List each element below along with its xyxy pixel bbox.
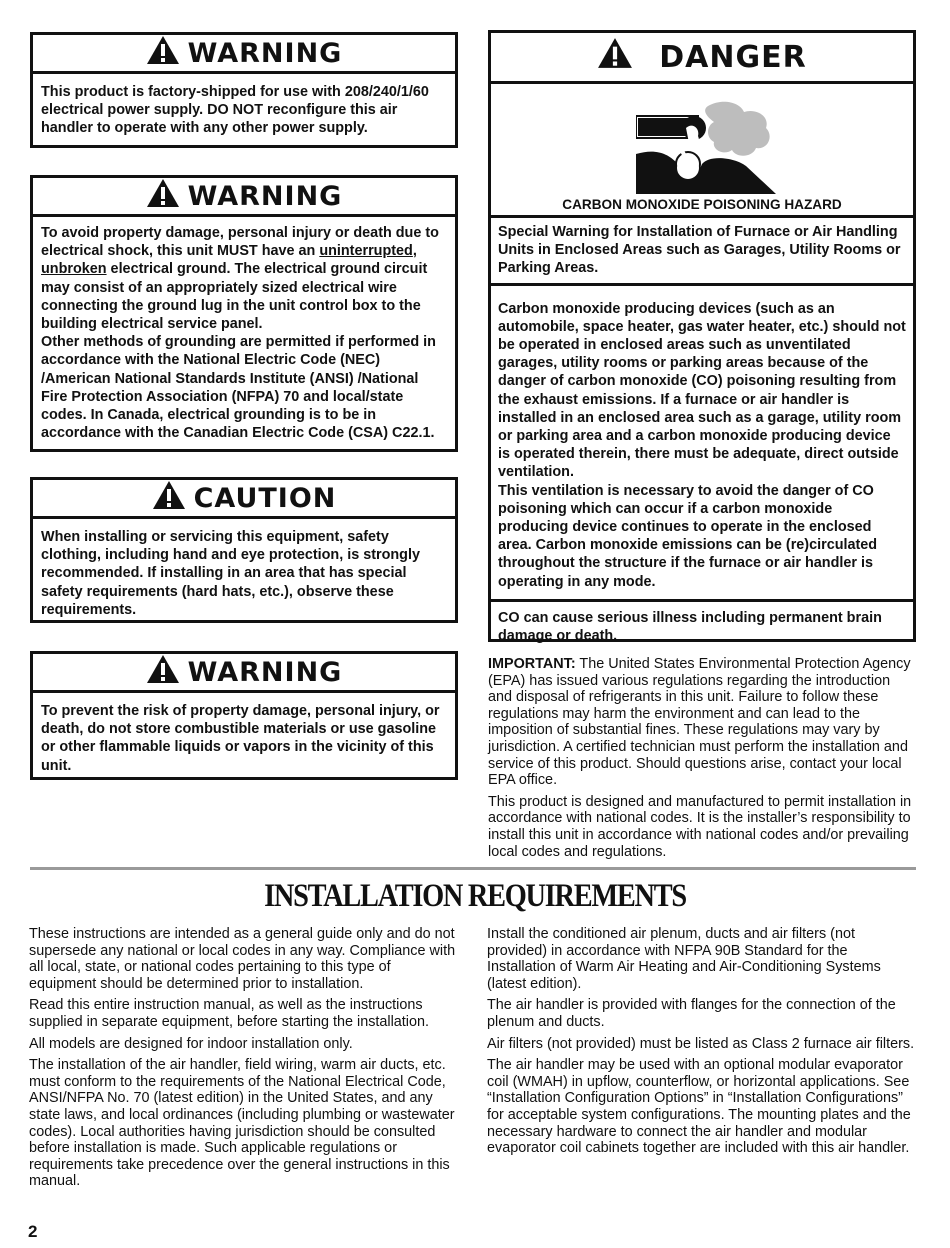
danger-paragraph: Carbon monoxide producing devices (such as an automobile, space heater, gas water heater, etc.) should not be operated in enclosed areas such as unventilated garages, utility rooms or parking areas because of the danger of carbon monoxide (CO) poisoning resulting from the exhaust emissions. If a furnace or air handler is installed in an enclosed area such as a garage, utility room or parking area and a carbon monoxide producing device is operated therein, there must be adequate, direct outside ventilation. (498, 300, 906, 481)
warning-label: WARNING (187, 656, 343, 688)
caution-text: When installing or servicing this equipment, safety clothing, including hand and eye protection, is strongly recommended. If installing in an area that has special safety requirements (hard hats, etc.), observe these requirements. (41, 529, 420, 618)
important-notice (488, 656, 916, 865)
right-column (487, 926, 915, 1162)
danger-header (491, 33, 913, 84)
warning-box-power-supply (30, 32, 458, 148)
warning-box-grounding (30, 175, 458, 452)
warning-text: To prevent the risk of property damage, personal injury, or death, do not store combustible materials or use gasoline or other flammable liquids or vapors in the vicinity of this unit. (41, 703, 440, 774)
hazard-caption: CARBON MONOXIDE POISONING HAZARD (562, 197, 842, 212)
warning-triangle-icon (146, 35, 180, 72)
text-segment: electrical ground. The electrical ground circuit may consist of an appropriately sized electrical wire connecting the ground lug in the unit control box to the building electrical service panel. (41, 261, 428, 333)
caution-label: CAUTION (193, 482, 337, 514)
warning-text (33, 217, 455, 448)
underlined-term: unbroken (41, 261, 107, 278)
left-paragraph: Read this entire instruction manual, as well as the instructions supplied in separate equipment, before starting the installation. (29, 997, 429, 1030)
danger-label: DANGER (659, 39, 807, 75)
warning-text: This product is factory-shipped for use with 208/240/1/60 electrical power supply. DO NOT reconfigure this air handler to operate with any other power supply. (41, 84, 429, 137)
section-divider (30, 867, 916, 870)
warning-label: WARNING (187, 37, 343, 69)
danger-paragraph: This ventilation is necessary to avoid the danger of CO poisoning which can occur if a carbon monoxide producing device continues to operate in the enclosed area. Carbon monoxide emissions can be (re)circulated throughout the structure if the furnace or air handler is operating in any mode. (498, 482, 878, 590)
warning-triangle-icon (152, 480, 186, 517)
right-paragraph: Install the conditioned air plenum, ducts and air filters (not provided) in accordance with NFPA 90B Standard for the Installation of Warm Air Heating and Air-Conditioning Systems (latest edition). (487, 926, 881, 992)
important-text: The United States Environmental Protection Agency (EPA) has issued various regulations regarding the introduction and disposal of refrigerants in this unit. Failure to follow these regulations may harm the environment and can lead to the imposition of substantial fines. These regulations may vary by jurisdiction. A certified technician must perform the installation and service of this product. Should questions arise, contact your local EPA office. (488, 656, 911, 789)
caution-header (33, 480, 455, 519)
text-segment: Other methods of grounding are permitted if performed in accordance with the National Electric Code (NEC) /American National Standards Institute (ANSI) /National Fire Protection Association (NFPA) 70 and local/state codes. In Canada, electrical grounding is to be in accordance with the Canadian Electric Code (CSA) C22.1. (41, 334, 436, 442)
page-number: 2 (28, 1222, 38, 1241)
important-label: IMPORTANT: (488, 656, 576, 672)
important-paragraph (488, 656, 916, 789)
warning-triangle-icon (146, 654, 180, 691)
left-paragraph: The installation of the air handler, field wiring, warm air ducts, etc. must conform to the requirements of the National Electrical Code, ANSI/NFPA No. 70 (latest edition) in the United States, and any state laws, and local ordinances (including plumbing or wastewater codes). Local authorities having jurisdiction should be consulted before installation is made. Such applicable regulations or requirements take precedence over the general instructions in this manual. (29, 1057, 455, 1190)
right-paragraph: The air handler is provided with flanges for the connection of the plenum and ducts. (487, 997, 896, 1030)
warning-triangle-icon (597, 37, 633, 77)
warning-header (33, 35, 455, 74)
important-paragraph-2: This product is designed and manufactured to permit installation in accordance with national codes. It is the installer’s responsibility to install this unit in accordance with national codes and/or prevailing local codes and regulations. (488, 793, 912, 860)
special-warning-text: Special Warning for Installation of Furnace or Air Handling Units in Enclosed Areas such as Garages, Utility Rooms or Parking Areas. (491, 218, 913, 286)
carbon-monoxide-hazard-icon (636, 98, 776, 199)
left-paragraph: All models are designed for indoor installation only. (29, 1035, 353, 1052)
text-segment: To avoid property damage, personal injury or death due to electrical shock, this unit MUST have an (41, 225, 439, 260)
warning-header (33, 178, 455, 217)
underlined-term: uninterrupted (319, 243, 413, 260)
section-title: INSTALLATION REQUIREMENTS (264, 878, 686, 914)
warning-header (33, 654, 455, 693)
left-paragraph: These instructions are intended as a general guide only and do not supersede any national or local codes in any way. Compliance with all local, state, or national codes pertaining to this type of equipment should be determined prior to installation. (29, 926, 456, 992)
danger-footer-text: CO can cause serious illness including permanent brain damage or death. (498, 609, 882, 645)
danger-image-area (491, 84, 913, 218)
danger-box (488, 30, 916, 645)
right-paragraph: The air handler may be used with an optional modular evaporator coil (WMAH) in upflow, counterflow, or horizontal applications. See “Installation Configuration Options” in “Installation Configurations” for acceptable system configurations. The mounting plates and the necessary hardware to connect the air handler and modular evaporator coil cabinets together are included with this air handler. (487, 1057, 911, 1157)
warning-box-combustibles (30, 651, 458, 780)
warning-label: WARNING (187, 180, 343, 212)
danger-main-text (491, 286, 913, 602)
left-column (29, 926, 457, 1195)
right-paragraph: Air filters (not provided) must be listed as Class 2 furnace air filters. (487, 1035, 915, 1052)
caution-box (30, 477, 458, 623)
warning-triangle-icon (146, 178, 180, 215)
text-segment: , (412, 243, 417, 260)
